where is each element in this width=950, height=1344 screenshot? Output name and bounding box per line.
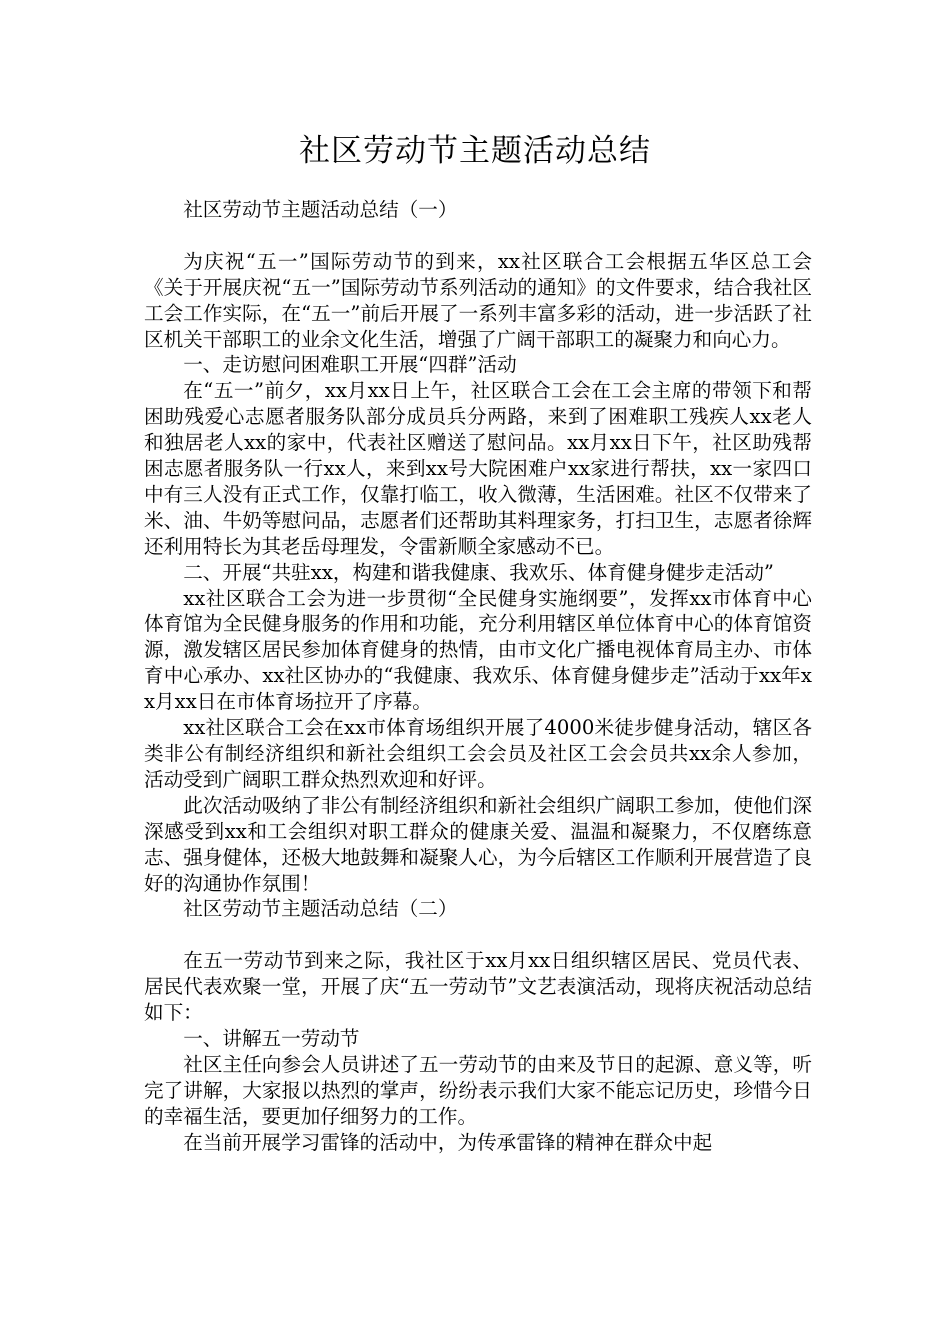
document-body (144, 197, 812, 1156)
paragraph-1-2c: 此次活动吸纳了非公有制经济组织和新社会组织广阔职工参加，使他们深深感受到xx和工会组织对职工群众的健康关爱、温温和凝聚力，不仅磨练意志、强身健体，还极大地鼓舞和凝聚人心，为今后辖区工作顺利开展营造了良好的沟通协作氛围！ (144, 793, 812, 895)
page-title: 社区劳动节主题活动总结 (299, 133, 651, 169)
section-heading-1: 社区劳动节主题活动总结（一） (183, 198, 458, 221)
paragraph-2-1: 社区主任向参会人员讲述了五一劳动节的由来及节日的起源、意义等，听完了讲解，大家报以热烈的掌声，纷纷表示我们大家不能忘记历史，珍惜今日的幸福生活，要更加仔细努力的工作。 (144, 1052, 812, 1128)
item-heading-1-1: 一、走访慰问困难职工开展“四群”活动 (183, 353, 517, 377)
paragraph-1-2b: xx社区联合工会在xx市体育场组织开展了4000米徒步健身活动，辖区各类非公有制经济组织和新社会组织工会会员及社区工会会员共xx余人参加，活动受到广阔职工群众热烈欢迎和好评。 (144, 716, 812, 791)
paragraph-2-2: 在当前开展学习雷锋的活动中，为传承雷锋的精神在群众中起 (183, 1130, 713, 1154)
paragraph-intro-1: 为庆祝“五一”国际劳动节的到来，xx社区联合工会根据五华区总工会《关于开展庆祝“五一”国际劳动节系列活动的通知》的文件要求，结合我社区工会工作实际，在“五一”前后开展了一系列丰富多彩的活动，进一步活跃了社区机关干部职工的业余文化生活，增强了广阔干部职工的凝聚力和向心力。 (144, 249, 812, 351)
paragraph-1-1: 在“五一”前夕，xx月xx日上午，社区联合工会在工会主席的带领下和帮困助残爱心志愿者服务队部分成员兵分两路，来到了困难职工残疾人xx老人和独居老人xx的家中，代表社区赠送了慰问品。xx月xx日下午，社区助残帮困志愿者服务队一行xx人，来到xx号大院困难户xx家进行帮扶，xx一家四口中有三人没有正式工作，仅靠打临工，收入微薄，生活困难。社区不仅带来了米、油、牛奶等慰问品，志愿者们还帮助其料理家务，打扫卫生，志愿者徐辉还利用特长为其老岳母理发，令雷新顺全家感动不已。 (144, 379, 812, 558)
paragraph-1-2a: xx社区联合工会为进一步贯彻“全民健身实施纲要”，发挥xx市体育中心体育馆为全民健身服务的作用和功能，充分利用辖区单位体育中心的体育馆资源，激发辖区居民参加体育健身的热情，由市文化广播电视体育局主办、市体育中心承办、xx社区协办的“我健康、我欢乐、体育健身健步走”活动于xx年xx月xx日在市体育场拉开了序幕。 (144, 586, 812, 714)
item-heading-2-1: 一、讲解五一劳动节 (183, 1026, 360, 1050)
paragraph-intro-2: 在五一劳动节到来之际，我社区于xx月xx日组织辖区居民、党员代表、居民代表欢聚一堂，开展了庆“五一劳动节”文艺表演活动，现将庆祝活动总结如下： (144, 949, 812, 1025)
item-heading-1-2: 二、开展“共驻xx，构建和谐我健康、我欢乐、体育健身健步走活动” (183, 560, 774, 584)
section-heading-2: 社区劳动节主题活动总结（二） (183, 897, 458, 921)
